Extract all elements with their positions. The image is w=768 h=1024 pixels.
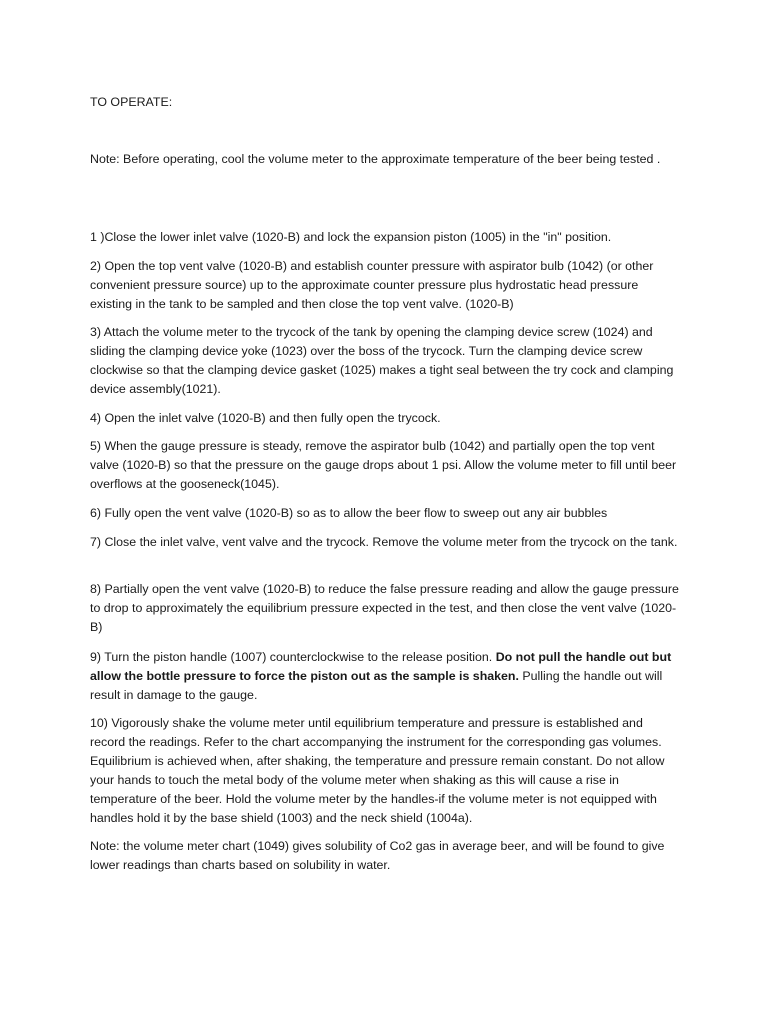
step-9-consequence: Pulling the handle out will result in damage to the gauge. [90,669,663,702]
step-7: 7) Close the inlet valve, vent valve and the trycock. Remove the volume meter from the trycock on the tank. [90,535,678,549]
step-8: 8) Partially open the vent valve (1020-B) to reduce the false pressure reading and allow the gauge pressure to drop to approximately the equilibrium pressure expected in the test, and then close the vent valve (1020-B) [90,582,679,634]
note-top: Note: Before operating, cool the volume meter to the approximate temperature of the beer being tested . [90,152,661,166]
step-1: 1 )Close the lower inlet valve (1020-B) and lock the expansion piston (1005) in the "in" position. [90,230,612,244]
step-9-text: 9) Turn the piston handle (1007) counterclockwise to the release position. [90,650,493,664]
step-4: 4) Open the inlet valve (1020-B) and then fully open the trycock. [90,411,441,425]
step-10: 10) Vigorously shake the volume meter until equilibrium temperature and pressure is established and record the readings. Refer to the chart accompanying the instrument for the corresponding gas volumes. Equilibrium is achieved when, after shaking, the temperature and pressure remain constant. Do not allow your hands to touch the metal body of the volume meter when shaking as this will cause a rise in temperature of the beer. Hold the volume meter by the handles-if the volume meter is not equipped with handles hold it by the base shield (1003) and the neck shield (1004a). [90,716,665,825]
step-9-warning: Do not pull the handle out but allow the bottle pressure to force the piston out as the sample is shaken. [90,650,672,683]
section-heading: TO OPERATE: [90,95,173,109]
step-5: 5) When the gauge pressure is steady, remove the aspirator bulb (1042) and partially open the top vent valve (1020-B) so that the pressure on the gauge drops about 1 psi. Allow the volume meter to fill until beer overflows at the gooseneck(1045). [90,439,677,491]
step-6: 6) Fully open the vent valve (1020-B) so as to allow the beer flow to sweep out any air bubbles [90,506,608,520]
step-2: 2) Open the top vent valve (1020-B) and establish counter pressure with aspirator bulb (1042) (or other convenient pressure source) up to the approximate counter pressure plus hydrostatic head pressure existing in the tank to be sampled and then close the top vent valve. (1020-B) [90,259,654,311]
step-9 [90,648,680,705]
step-3: 3) Attach the volume meter to the trycock of the tank by opening the clamping device screw (1024) and sliding the clamping device yoke (1023) over the boss of the trycock. Turn the clamping device screw clockwise so that the clamping device gasket (1025) makes a tight seal between the try cock and clamping device assembly(1021). [90,325,674,396]
note-bottom: Note: the volume meter chart (1049) gives solubility of Co2 gas in average beer, and will be found to give lower readings than charts based on solubility in water. [90,839,665,872]
